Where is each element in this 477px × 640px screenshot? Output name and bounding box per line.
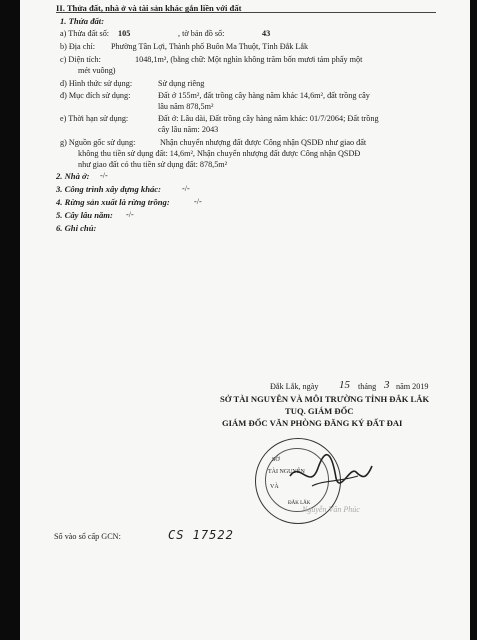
gcn-label: Số vào sổ cấp GCN:	[54, 532, 121, 541]
origin-line3: như giao đất có thu tiền sử dụng đất: 878,5m²	[78, 160, 228, 169]
usage-purpose-line2: lâu năm 878,5m²	[158, 102, 214, 111]
date-prefix: Đắk Lắk, ngày	[270, 382, 319, 391]
section-title: II. Thửa đất, nhà ở và tài sản khác gắn liền với đất	[56, 3, 242, 13]
item3-value: -/-	[182, 184, 190, 193]
parcel-number-value: 105	[118, 29, 131, 38]
item4-value: -/-	[194, 197, 202, 206]
map-sheet-label: , tờ bản đồ số:	[178, 29, 225, 38]
handwritten-signature	[260, 436, 380, 506]
item6-heading: 6. Ghi chú:	[56, 223, 97, 233]
title-rule	[56, 12, 436, 13]
official-seal: SỞ TÀI NGUYÊN VÀ ĐẮK LẮK	[255, 438, 341, 524]
item1-heading: 1. Thửa đất:	[60, 16, 105, 26]
usage-purpose-label: đ) Mục đích sử dụng:	[60, 91, 131, 100]
date-month: 3	[384, 379, 390, 391]
month-label: tháng	[358, 382, 377, 391]
usage-form-value: Sử dụng riêng	[158, 79, 205, 88]
gcn-number: CS 17522	[168, 528, 234, 542]
parcel-number-label: a) Thửa đất số:	[60, 29, 110, 38]
usage-term-label: e) Thời hạn sử dụng:	[60, 114, 129, 123]
item2-heading: 2. Nhà ở:	[56, 171, 90, 181]
faded-signer-name: Nguyễn Văn Phúc	[302, 505, 360, 514]
area-value-line2: mét vuông)	[78, 66, 116, 75]
origin-label: g) Nguồn gốc sử dụng:	[60, 138, 136, 147]
usage-purpose-line1: Đất ở 155m², đất trồng cây hàng năm khác 14,6m², đất trồng cây	[158, 91, 370, 100]
item2-value: -/-	[100, 171, 108, 180]
usage-term-line2: cây lâu năm: 2043	[158, 125, 219, 134]
usage-term-line1: Đất ở: Lâu dài, Đất trồng cây hàng năm khác: 01/7/2064; Đất trồng	[158, 114, 379, 123]
signatory-role-1: TUQ. GIÁM ĐỐC	[285, 406, 354, 416]
address-value: Phường Tân Lợi, Thành phố Buôn Ma Thuột, Tỉnh Đắk Lắk	[111, 42, 309, 51]
origin-line2: không thu tiền sử dụng đất: 14,6m², Nhận chuyển nhượng đất được Công nhận QSDĐ	[78, 149, 361, 158]
document-page	[20, 0, 470, 640]
signatory-role-2: GIÁM ĐỐC VĂN PHÒNG ĐĂNG KÝ ĐẤT ĐAI	[222, 418, 403, 428]
usage-form-label: d) Hình thức sử dụng:	[60, 79, 133, 88]
item5-value: -/-	[126, 210, 134, 219]
map-sheet-value: 43	[262, 29, 271, 38]
area-label: c) Diện tích:	[60, 55, 101, 64]
item5-heading: 5. Cây lâu năm:	[56, 210, 113, 220]
area-value-line1: 1048,1m², (bằng chữ: Một nghìn không trăm bốn mươi tám phẩy một	[135, 55, 363, 64]
origin-line1: Nhận chuyển nhượng đất được Công nhận QSDĐ như giao đất	[160, 138, 367, 147]
item3-heading: 3. Công trình xây dựng khác:	[56, 184, 161, 194]
address-label: b) Địa chỉ:	[60, 42, 96, 51]
date-day: 15	[339, 379, 350, 391]
issuing-organization: SỞ TÀI NGUYÊN VÀ MÔI TRƯỜNG TỈNH ĐẮK LẮK	[220, 394, 430, 404]
year-label: năm 2019	[396, 382, 429, 391]
item4-heading: 4. Rừng sản xuất là rừng trồng:	[56, 197, 170, 207]
